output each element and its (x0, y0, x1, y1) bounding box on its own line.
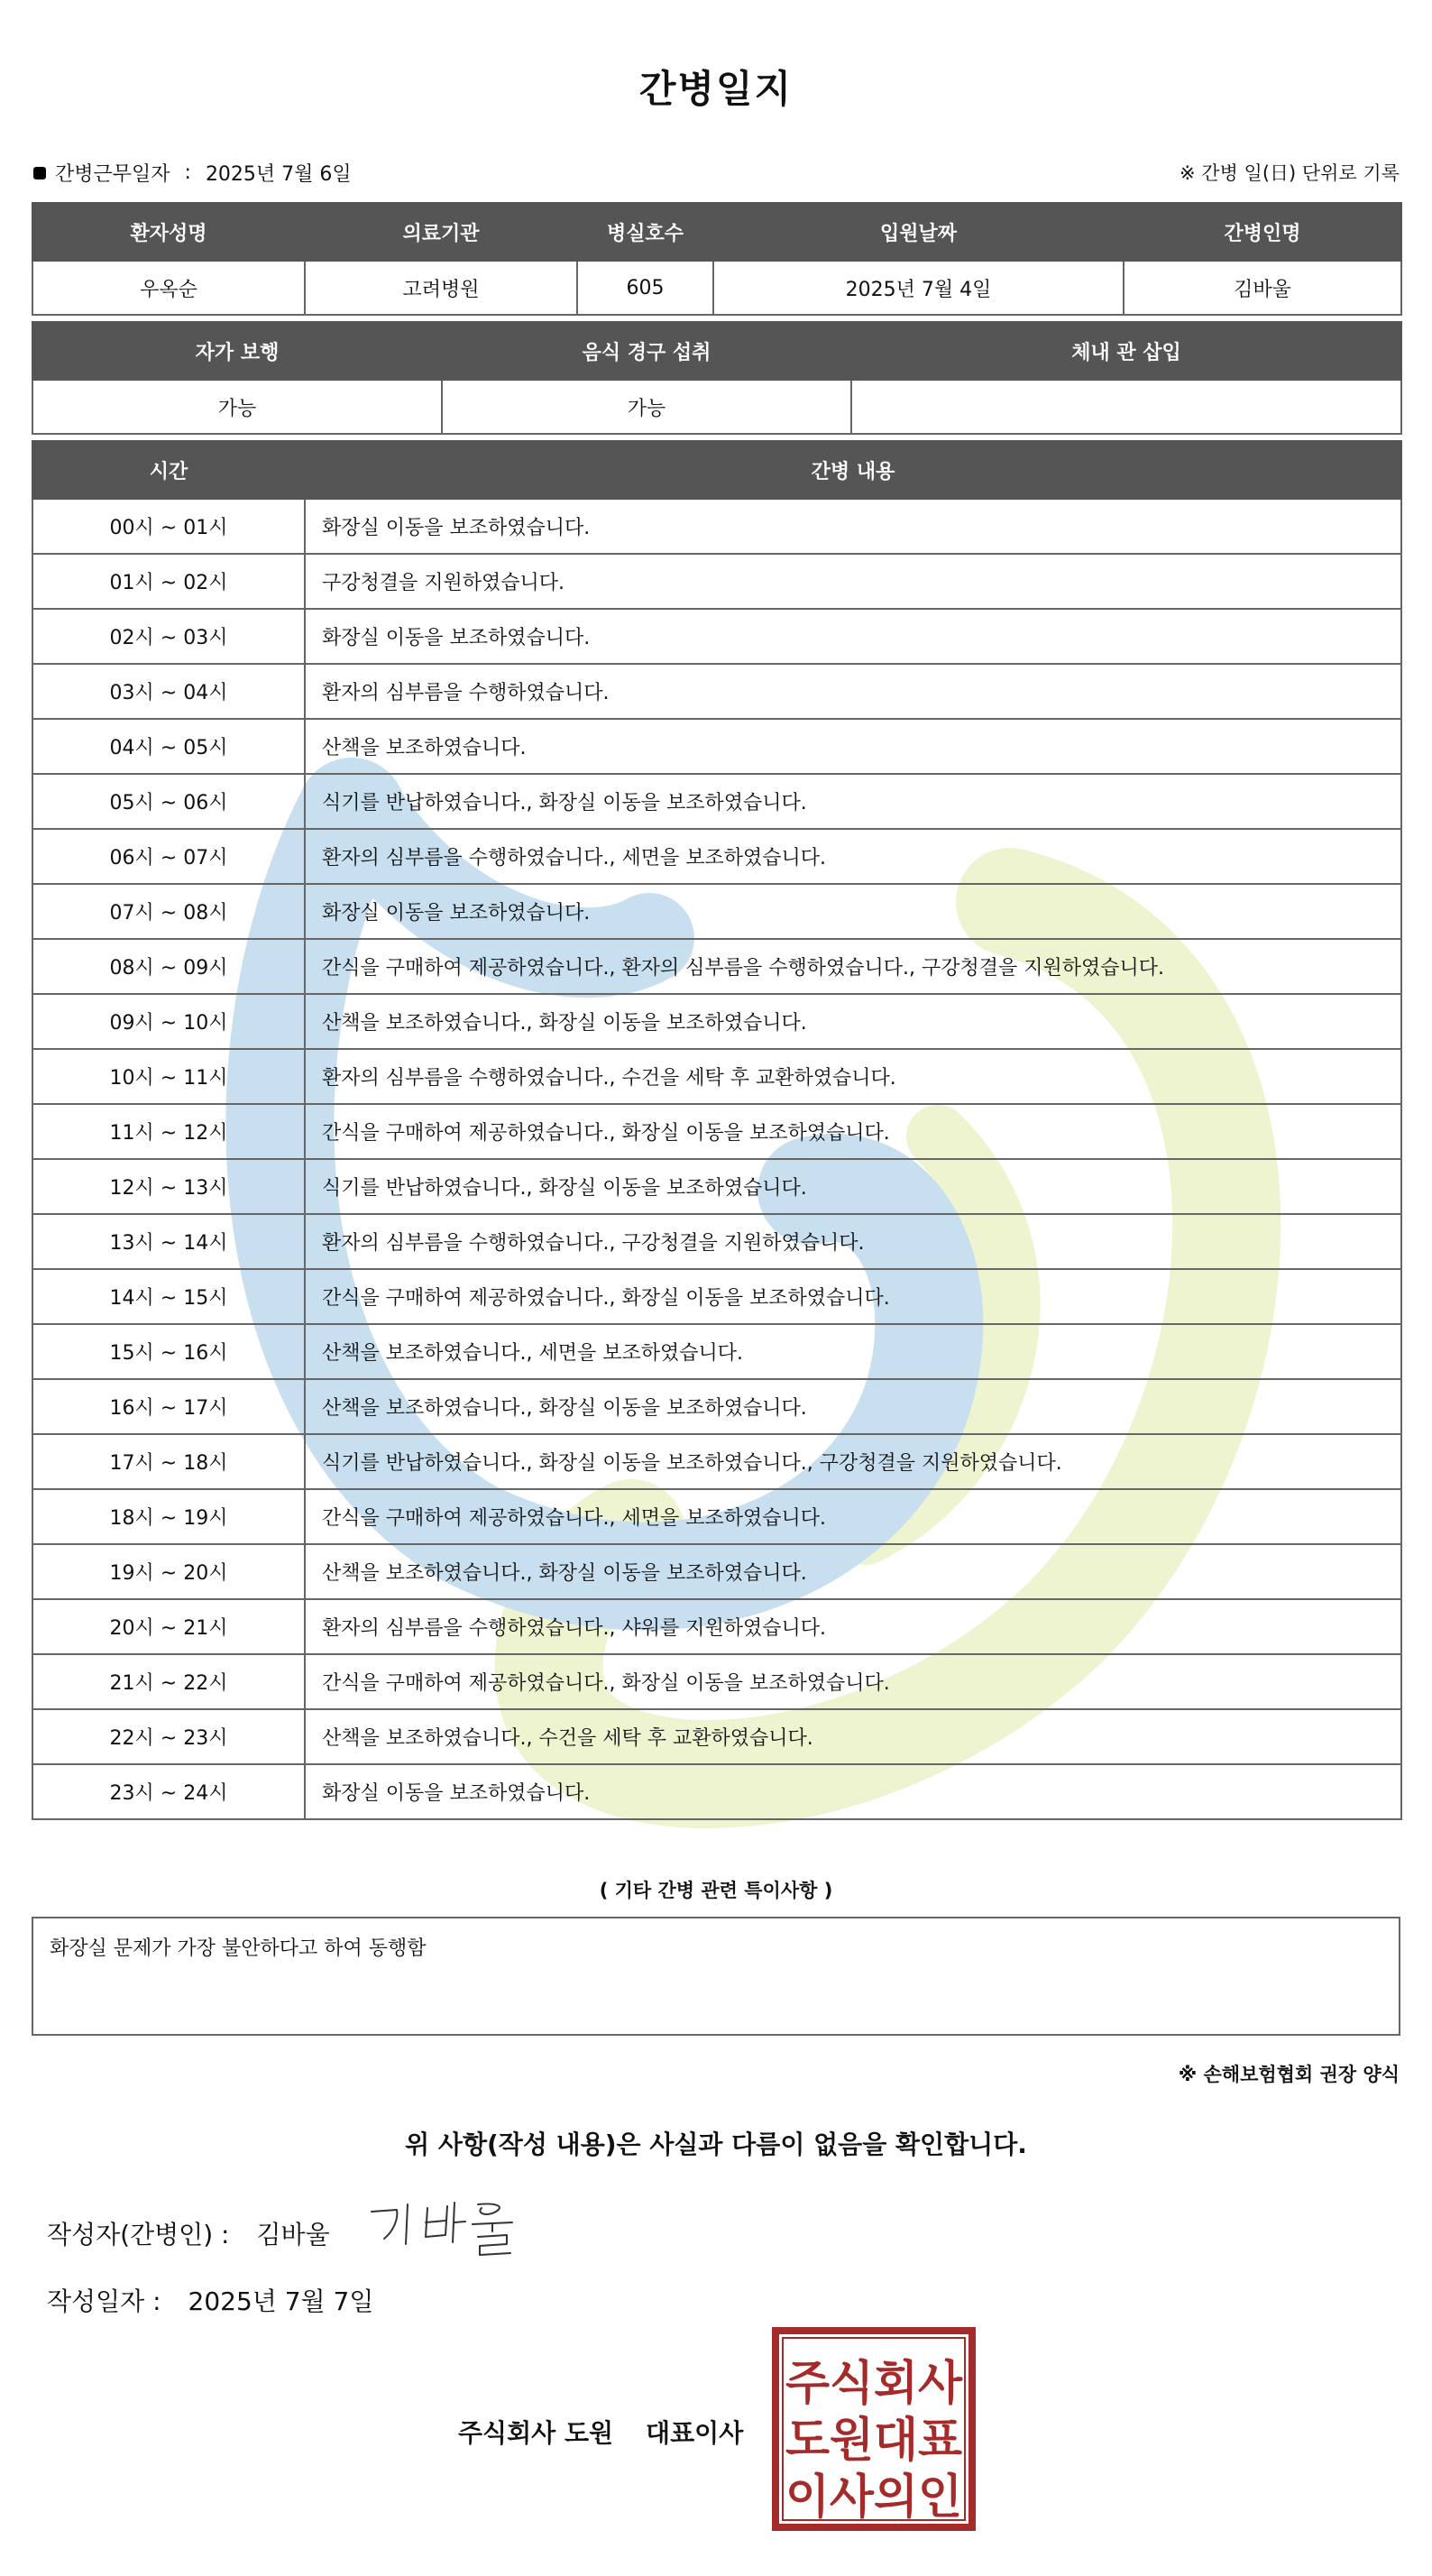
header-time: 시간 (32, 441, 305, 499)
care-log-content: 산책을 보조하였습니다., 세면을 보조하였습니다. (305, 1324, 1401, 1379)
header-patient-name: 환자성명 (32, 203, 305, 261)
header-room-number: 병실호수 (577, 203, 713, 261)
care-log-time: 09시 ~ 10시 (32, 994, 305, 1049)
confirmation-statement: 위 사항(작성 내용)은 사실과 다름이 없음을 확인합니다. (405, 2130, 1027, 2159)
care-log-content: 구강청결을 지원하였습니다. (305, 554, 1401, 609)
care-log-content: 환자의 심부름을 수행하였습니다., 세면을 보조하였습니다. (305, 829, 1401, 884)
care-log-row (32, 499, 1401, 554)
care-log-row (32, 1324, 1401, 1379)
care-log-row (32, 1159, 1401, 1214)
header-self-walking: 자가 보행 (32, 322, 442, 380)
care-log-time: 01시 ~ 02시 (32, 554, 305, 609)
care-log-time: 00시 ~ 01시 (32, 499, 305, 554)
care-log-row (32, 1104, 1401, 1159)
care-log-content: 화장실 이동을 보조하였습니다. (305, 884, 1401, 939)
care-log-time: 22시 ~ 23시 (32, 1709, 305, 1764)
care-log-content: 산책을 보조하였습니다., 수건을 세탁 후 교환하였습니다. (305, 1709, 1401, 1764)
care-log-time: 06시 ~ 07시 (32, 829, 305, 884)
care-log-time: 03시 ~ 04시 (32, 664, 305, 719)
special-notes-title: ( 기타 간병 관련 특이사항 ) (599, 1880, 833, 1901)
care-log-row (32, 884, 1401, 939)
care-log-time: 12시 ~ 13시 (32, 1159, 305, 1214)
duty-date-value: 2025년 7월 6일 (205, 163, 352, 186)
company-name: 주식회사 도원 (458, 2418, 614, 2448)
hospital-value: 고려병원 (305, 261, 577, 315)
duty-date-separator: : (184, 161, 191, 184)
duty-date-label: 간병근무일자 (55, 163, 170, 186)
special-notes-box (32, 1917, 1400, 2036)
care-log-row (32, 774, 1401, 829)
care-log-time: 08시 ~ 09시 (32, 939, 305, 994)
written-date-label: 작성일자 : (47, 2286, 161, 2316)
patient-status-header-row (32, 322, 1401, 380)
care-log-row (32, 719, 1401, 774)
care-log-content: 산책을 보조하였습니다., 화장실 이동을 보조하였습니다. (305, 1544, 1401, 1599)
header-care-content: 간병 내용 (305, 441, 1401, 499)
care-log-header-row (32, 441, 1401, 499)
patient-info-value-row (32, 261, 1401, 315)
self-walking-value: 가능 (32, 380, 442, 434)
care-log-row (32, 664, 1401, 719)
patient-name-value: 우옥순 (32, 261, 305, 315)
care-log-time: 11시 ~ 12시 (32, 1104, 305, 1159)
written-date-row (47, 2282, 373, 2318)
care-log-content: 간식을 구매하여 제공하였습니다., 화장실 이동을 보조하였습니다. (305, 1269, 1401, 1324)
care-log-content: 화장실 이동을 보조하였습니다. (305, 499, 1401, 554)
care-log-row (32, 554, 1401, 609)
header-admission-date: 입원날짜 (713, 203, 1124, 261)
care-log-content: 산책을 보조하였습니다. (305, 719, 1401, 774)
unit-note: ※ 간병 일(日) 단위로 기록 (1180, 162, 1400, 184)
care-log-time: 23시 ~ 24시 (32, 1764, 305, 1819)
care-log-content: 식기를 반납하였습니다., 화장실 이동을 보조하였습니다. (305, 774, 1401, 829)
seal-line-2: 도원대표 (785, 2414, 962, 2468)
patient-status-value-row (32, 380, 1401, 434)
oral-intake-value: 가능 (442, 380, 851, 434)
writer-name: 김바울 (256, 2220, 330, 2249)
care-log-row (32, 1709, 1401, 1764)
care-log-row (32, 994, 1401, 1049)
care-log-content: 간식을 구매하여 제공하였습니다., 화장실 이동을 보조하였습니다. (305, 1104, 1401, 1159)
care-log-row (32, 609, 1401, 664)
writer-row (47, 2215, 330, 2251)
company-signature-row (458, 2414, 743, 2450)
patient-status-table (32, 321, 1402, 435)
company-ceo-title: 대표이사 (646, 2418, 744, 2448)
seal-line-1: 주식회사 (785, 2357, 963, 2411)
care-log-time: 16시 ~ 17시 (32, 1379, 305, 1434)
care-log-content: 간식을 구매하여 제공하였습니다., 화장실 이동을 보조하였습니다. (305, 1654, 1401, 1709)
page-title: 간병일지 (638, 67, 794, 111)
care-log-time: 17시 ~ 18시 (32, 1434, 305, 1489)
seal-line-3: 이사의인 (785, 2470, 962, 2525)
care-log-time: 07시 ~ 08시 (32, 884, 305, 939)
care-log-time: 21시 ~ 22시 (32, 1654, 305, 1709)
header-tube-insertion: 체내 관 삽입 (851, 322, 1401, 380)
care-log-row (32, 1544, 1401, 1599)
care-log-content: 산책을 보조하였습니다., 화장실 이동을 보조하였습니다. (305, 1379, 1401, 1434)
care-log-content: 화장실 이동을 보조하였습니다. (305, 609, 1401, 664)
care-log-time: 14시 ~ 15시 (32, 1269, 305, 1324)
care-log-row (32, 1599, 1401, 1654)
care-log-time: 10시 ~ 11시 (32, 1049, 305, 1104)
care-log-time: 04시 ~ 05시 (32, 719, 305, 774)
header-caregiver-name: 간병인명 (1124, 203, 1401, 261)
care-log-time: 19시 ~ 20시 (32, 1544, 305, 1599)
form-source-note: ※ 손해보험협회 권장 양식 (1178, 2064, 1400, 2085)
care-log-time: 15시 ~ 16시 (32, 1324, 305, 1379)
care-log-row (32, 939, 1401, 994)
duty-date-row (33, 159, 352, 187)
care-log-body (32, 499, 1401, 1819)
tube-insertion-value (851, 380, 1401, 434)
care-log-content: 환자의 심부름을 수행하였습니다. (305, 664, 1401, 719)
admission-date-value: 2025년 7월 4일 (713, 261, 1124, 315)
care-log-content: 식기를 반납하였습니다., 화장실 이동을 보조하였습니다. (305, 1159, 1401, 1214)
care-log-content: 화장실 이동을 보조하였습니다. (305, 1764, 1401, 1819)
care-log-time: 05시 ~ 06시 (32, 774, 305, 829)
care-log-row (32, 1049, 1401, 1104)
header-oral-intake: 음식 경구 섭취 (442, 322, 851, 380)
company-seal (772, 2327, 976, 2531)
patient-info-header-row (32, 203, 1401, 261)
care-log-content: 환자의 심부름을 수행하였습니다., 구강청결을 지원하였습니다. (305, 1214, 1401, 1269)
caregiver-name-value: 김바울 (1124, 261, 1401, 315)
care-log-row (32, 1489, 1401, 1544)
care-log-time: 18시 ~ 19시 (32, 1489, 305, 1544)
writer-label: 작성자(간병인) : (47, 2220, 230, 2249)
care-log-time: 20시 ~ 21시 (32, 1599, 305, 1654)
care-log-content: 식기를 반납하였습니다., 화장실 이동을 보조하였습니다., 구강청결을 지원하였습니다. (305, 1434, 1401, 1489)
room-number-value: 605 (577, 261, 713, 315)
care-log-row (32, 1654, 1401, 1709)
care-log-content: 간식을 구매하여 제공하였습니다., 환자의 심부름을 수행하였습니다., 구강청결을 지원하였습니다. (305, 939, 1401, 994)
care-log-row (32, 1269, 1401, 1324)
bullet-icon (33, 167, 46, 179)
handwritten-signature (361, 2192, 523, 2264)
care-log-content: 환자의 심부름을 수행하였습니다., 샤워를 지원하였습니다. (305, 1599, 1401, 1654)
care-log-row (32, 829, 1401, 884)
care-log-content: 간식을 구매하여 제공하였습니다., 세면을 보조하였습니다. (305, 1489, 1401, 1544)
care-log-content: 산책을 보조하였습니다., 화장실 이동을 보조하였습니다. (305, 994, 1401, 1049)
patient-info-table (32, 202, 1402, 316)
care-log-content: 환자의 심부름을 수행하였습니다., 수건을 세탁 후 교환하였습니다. (305, 1049, 1401, 1104)
care-log-table (32, 440, 1402, 1820)
care-log-row (32, 1379, 1401, 1434)
care-log-time: 02시 ~ 03시 (32, 609, 305, 664)
written-date-value: 2025년 7월 7일 (188, 2286, 374, 2316)
care-log-row (32, 1214, 1401, 1269)
care-log-row (32, 1434, 1401, 1489)
special-notes-text: 화장실 문제가 가장 불안하다고 하여 동행함 (50, 1937, 427, 1960)
care-log-row (32, 1764, 1401, 1819)
care-log-time: 13시 ~ 14시 (32, 1214, 305, 1269)
header-hospital: 의료기관 (305, 203, 577, 261)
